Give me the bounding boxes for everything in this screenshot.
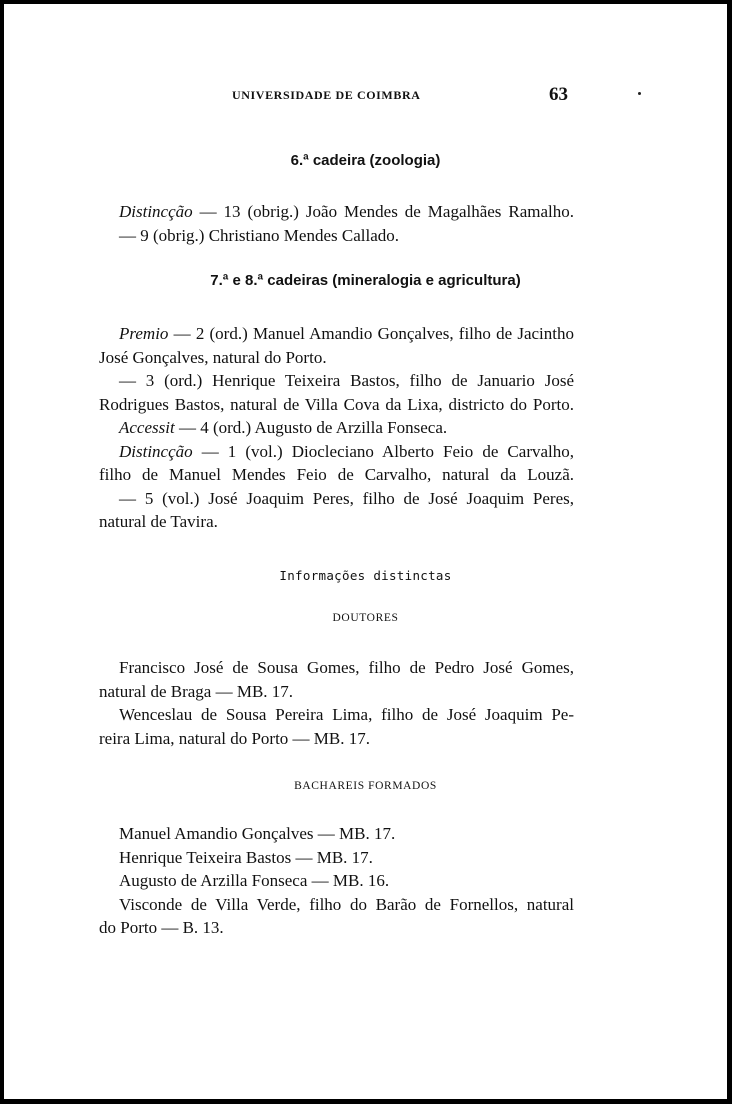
entry-text: — 4 (ord.) Augusto de Arzilla Fonseca. — [174, 418, 448, 437]
paragraph-line — [99, 440, 574, 464]
paragraph-line — [99, 393, 574, 417]
paragraph-line: Henrique Teixeira Bastos — MB. 17. — [119, 847, 373, 867]
entry-label: Accessit — [119, 418, 175, 437]
paragraph-line — [99, 322, 574, 346]
paragraph-line: do Porto — B. 13. — [99, 918, 224, 937]
informacoes-title: Informações distinctas — [279, 568, 452, 583]
paragraph-line — [99, 224, 574, 248]
entry-text: — 9 (obrig.) Christiano Mendes Callado. — [119, 225, 399, 245]
entry-text: filho de Manuel Mendes Feio de Carvalho, natural da Louzã. — [99, 465, 574, 484]
entry-label: Premio — [119, 324, 169, 343]
entry-text: — 1 (vol.) Diocleciano Alberto Feio de Carvalho, — [192, 441, 574, 461]
paragraph-line — [99, 510, 574, 534]
paragraph-line: natural de Braga — MB. 17. — [99, 681, 294, 701]
section-mineralogia — [99, 322, 574, 534]
paragraph-line — [99, 416, 574, 440]
entry-text: — 3 (ord.) Henrique Teixeira Bastos, filho de Januario José — [119, 371, 574, 390]
entry-text: — 5 (vol.) José Joaquim Peres, filho de José Joaquim Peres, — [119, 488, 574, 508]
section-bachareis — [99, 822, 574, 940]
running-title: UNIVERSIDADE DE COIMBRA — [232, 88, 421, 102]
entry-text: — 13 (obrig.) João Mendes de Magalhães Ramalho. — [192, 202, 574, 221]
running-header — [4, 84, 727, 108]
heading-mineralogia: 7.ª e 8.ª cadeiras (mineralogia e agricultura) — [210, 272, 521, 289]
paragraph-line: Visconde de Villa Verde, filho do Barão de Fornellos, natural — [119, 894, 574, 914]
paragraph-line — [99, 487, 574, 511]
document-page — [4, 4, 727, 1099]
entry-text: José Gonçalves, natural do Porto. — [99, 347, 327, 367]
paragraph-line — [99, 463, 574, 487]
page-number: 63 — [549, 84, 568, 105]
paragraph-line: Augusto de Arzilla Fonseca — MB. 16. — [119, 871, 390, 890]
heading-doutores: DOUTORES — [332, 612, 399, 624]
entry-label: Distincção — [119, 202, 193, 221]
entry-text: Rodrigues Bastos, natural de Villa Cova da Lixa, districto do Porto. — [99, 394, 574, 414]
paragraph-line: Francisco José de Sousa Gomes, filho de Pedro José Gomes, — [119, 658, 574, 677]
entry-text: natural de Tavira. — [99, 512, 218, 531]
paragraph-line — [99, 346, 574, 370]
paragraph-line: reira Lima, natural do Porto — MB. 17. — [99, 728, 371, 748]
paragraph-line — [99, 369, 574, 393]
entry-label: Distincção — [119, 441, 193, 461]
paragraph-line — [99, 200, 574, 224]
section-zoologia — [99, 200, 574, 247]
entry-text: — 2 (ord.) Manuel Amandio Gonçalves, filho de Jacintho — [168, 324, 574, 343]
heading-bachareis: BACHAREIS FORMADOS — [294, 780, 437, 792]
heading-zoologia: 6.ª cadeira (zoologia) — [290, 152, 441, 169]
paragraph-line: Wenceslau de Sousa Pereira Lima, filho de José Joaquim Pe- — [119, 705, 574, 724]
section-doutores — [99, 656, 574, 750]
paragraph-line: Manuel Amandio Gonçalves — MB. 17. — [119, 824, 396, 843]
